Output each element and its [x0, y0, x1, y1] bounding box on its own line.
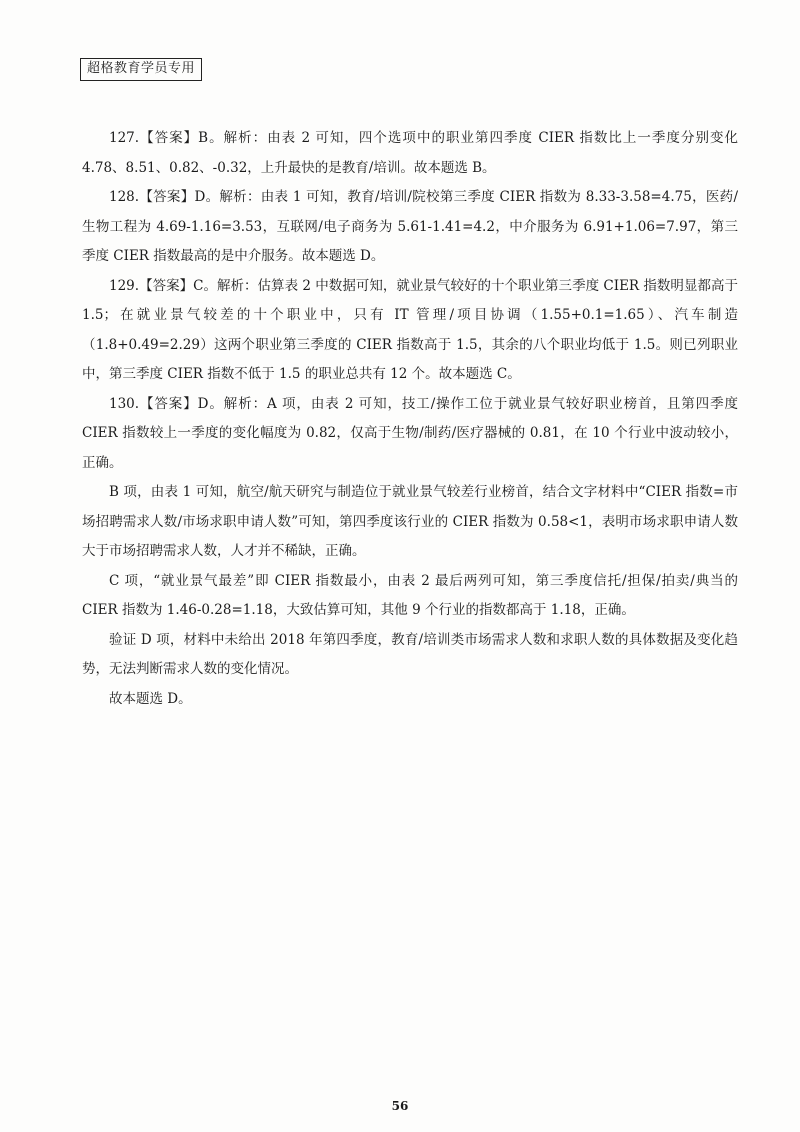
answer-130-option-b: B 项，由表 1 可知，航空/航天研究与制造位于就业景气较差行业榜首，结合文字材料中“CIER 指数=市场招聘需求人数/市场求职申请人数”可知，第四季度该行业的 CIER 指数为 0.58<1，表明市场求职申请人数大于市场招聘需求人数，人才并不稀缺，正确。: [82, 484, 738, 559]
answer-129: 129.【答案】C。解析：估算表 2 中数据可知，就业景气较好的十个职业第三季度 CIER 指数明显都高于 1.5；在就业景气较差的十个职业中，只有 IT 管理/项目协调（1.55+0.1=1.65）、汽车制造（1.8+0.49=2.29）这两个职业第三季度的 CIER 指数高于 1.5，其余的八个职业均低于 1.5。则已列职业中，第三季度 CIER 指数不低于 1.5 的职业总共有 12 个。故本题选 C。: [82, 277, 738, 382]
answer-128: 128.【答案】D。解析：由表 1 可知，教育/培训/院校第三季度 CIER 指数为 8.33-3.58=4.75，医药/生物工程为 4.69-1.16=3.53，互联网/电子商务为 5.61-1.41=4.2，中介服务为 6.91+1.06=7.97，第三季度 CIER 指数最高的是中介服务。故本题选 D。: [82, 189, 738, 264]
page-number: 56: [391, 1099, 409, 1113]
answer-130-option-c: C 项，“就业景气最差”即 CIER 指数最小，由表 2 最后两列可知，第三季度信托/担保/拍卖/典当的 CIER 指数为 1.46-0.28=1.18，大致估算可知，其他 9 个行业的指数都高于 1.18，正确。: [82, 572, 738, 618]
answer-content: [82, 124, 738, 714]
answer-130-conclusion: 故本题选 D。: [109, 690, 192, 707]
header-label: 超格教育学员专用: [80, 58, 202, 81]
answer-130: 130.【答案】D。解析：A 项，由表 2 可知，技工/操作工位于就业景气较好职业榜首，且第四季度 CIER 指数较上一季度的变化幅度为 0.82，仅高于生物/制药/医疗器械的 0.81，在 10 个行业中波动较小，正确。: [82, 395, 738, 471]
answer-130-option-d: 验证 D 项，材料中未给出 2018 年第四季度，教育/培训类市场需求人数和求职人数的具体数据及变化趋势，无法判断需求人数的变化情况。: [82, 631, 738, 677]
answer-127: 127.【答案】B。解析：由表 2 可知，四个选项中的职业第四季度 CIER 指数比上一季度分别变化 4.78、8.51、0.82、-0.32，上升最快的是教育/培训。故本题选 B。: [82, 130, 738, 176]
